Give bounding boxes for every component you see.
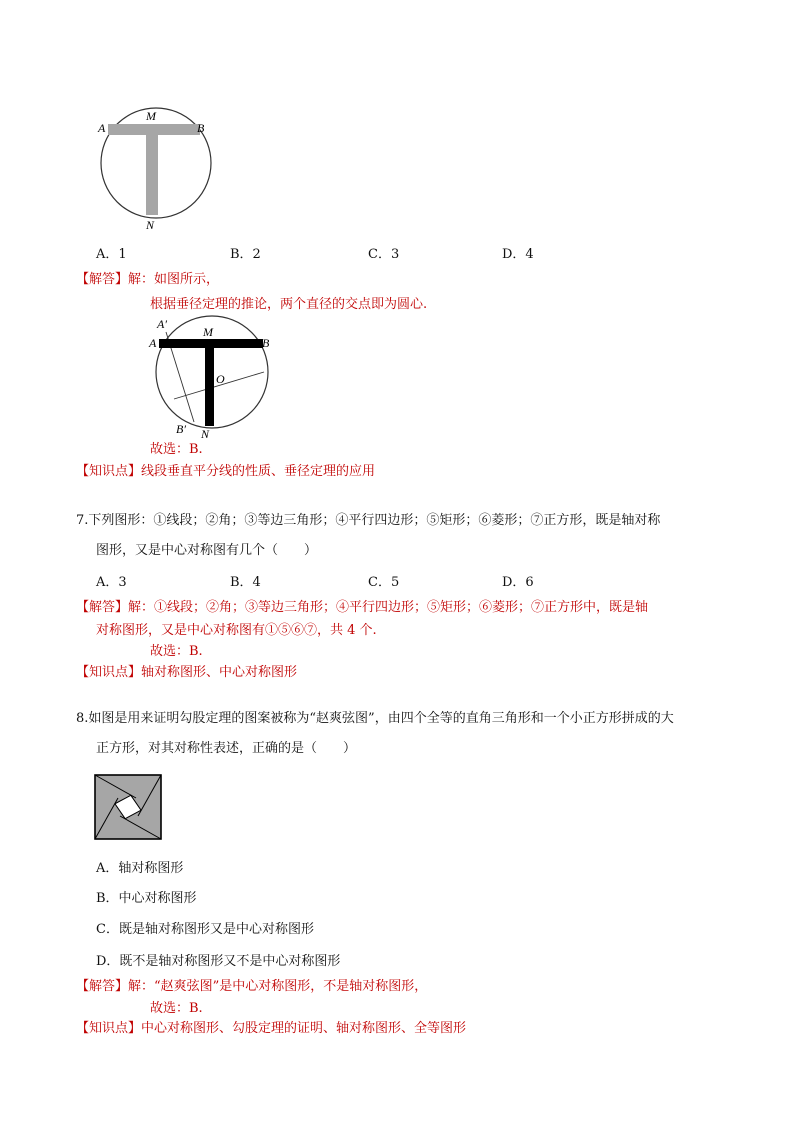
t-stem <box>205 348 214 426</box>
knowledge-text: 线段垂直平分线的性质、垂径定理的应用 <box>141 464 376 479</box>
answer-text: 解：①线段；②角；③等边三角形；④平行四边形；⑤矩形；⑥菱形；⑦正方形中，既是轴 <box>128 600 649 615</box>
q6-knowledge <box>76 465 375 478</box>
q8-option-c: C．既是轴对称图形又是中心对称图形 <box>96 922 314 937</box>
q8-option-d: D．既不是轴对称图形又不是中心对称图形 <box>96 954 341 969</box>
q8-knowledge <box>76 1022 466 1035</box>
label-M: M <box>146 109 156 123</box>
q6-answer-line1 <box>76 273 219 286</box>
label-N: N <box>146 218 155 232</box>
answer-tag: 【解答】 <box>76 600 129 615</box>
q7-option-c: C．5 <box>368 575 400 590</box>
q8-option-b: B．中心对称图形 <box>96 891 197 906</box>
q6-option-a: A．1 <box>96 247 127 262</box>
label-B-prime: B′ <box>176 422 186 436</box>
knowledge-tag: 【知识点】 <box>76 464 142 479</box>
q8-stem-line1: 8.如图是用来证明勾股定理的图案被称为“赵爽弦图”，由四个全等的直角三角形和一个小正方形拼成的大 <box>76 711 674 726</box>
q7-option-b: B．4 <box>230 575 261 590</box>
t-circle-figure <box>90 104 230 234</box>
knowledge-text: 轴对称图形、中心对称图形 <box>141 665 298 680</box>
q7-option-d: D．6 <box>502 575 534 590</box>
q8-answer-line1 <box>76 980 427 993</box>
q7-stem-line2: 图形，又是中心对称图有几个（ ） <box>96 543 318 558</box>
label-N: N <box>201 427 210 441</box>
knowledge-tag: 【知识点】 <box>76 1021 142 1036</box>
t-stem <box>146 135 158 215</box>
t-crossbar <box>108 124 200 135</box>
zhao-shuang-diagram <box>94 774 162 840</box>
label-M: M <box>203 325 213 339</box>
answer-text: 解：“赵爽弦图”是中心对称图形，不是轴对称图形， <box>128 979 428 994</box>
t-circle-answer-figure <box>146 314 286 442</box>
label-A: A <box>149 336 157 350</box>
q7-knowledge <box>76 666 297 679</box>
q8-option-a: A．轴对称图形 <box>96 861 184 876</box>
q6-choice: 故选：B. <box>150 442 203 457</box>
label-B: B <box>197 121 205 135</box>
q6-option-b: B．2 <box>230 247 261 262</box>
q8-choice: 故选：B. <box>150 1001 203 1016</box>
q6-answer-line2: 根据垂径定理的推论，两个直径的交点即为圆心. <box>150 297 428 312</box>
q7-option-a: A．3 <box>96 575 127 590</box>
answer-tag: 【解答】 <box>76 979 129 994</box>
t-crossbar <box>159 339 263 348</box>
q8-stem-line2: 正方形，对其对称性表述，正确的是（ ） <box>96 741 357 756</box>
q6-option-d: D．4 <box>502 247 534 262</box>
answer-tag: 【解答】 <box>76 272 129 287</box>
label-A-prime: A′ <box>157 317 167 331</box>
label-A: A <box>98 121 106 135</box>
label-B: B <box>262 336 270 350</box>
answer-text: 解：如图所示， <box>128 272 220 287</box>
knowledge-text: 中心对称图形、勾股定理的证明、轴对称图形、全等图形 <box>141 1021 467 1036</box>
q7-answer-line1 <box>76 601 648 614</box>
q7-choice: 故选：B. <box>150 644 203 659</box>
knowledge-tag: 【知识点】 <box>76 665 142 680</box>
q7-answer-line2: 对称图形，又是中心对称图有①⑤⑥⑦，共 4 个. <box>96 623 377 638</box>
label-O: O <box>216 372 225 386</box>
q6-option-c: C．3 <box>368 247 400 262</box>
q7-stem-line1: 7.下列图形：①线段；②角；③等边三角形；④平行四边形；⑤矩形；⑥菱形；⑦正方形，既是轴对称 <box>76 513 661 528</box>
